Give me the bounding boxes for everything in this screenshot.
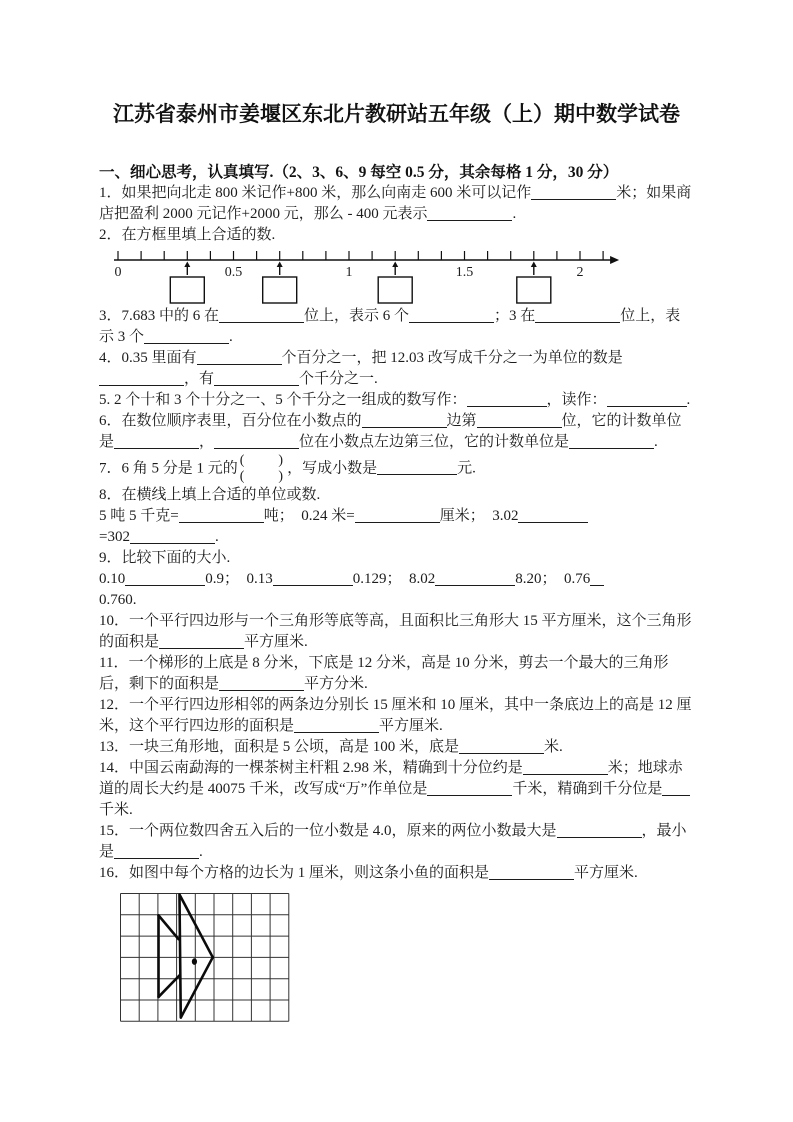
question-text: 千米. bbox=[99, 802, 133, 818]
axis-arrow-icon bbox=[610, 256, 619, 264]
numberline-figure bbox=[112, 248, 712, 306]
up-arrow-icon bbox=[184, 262, 190, 268]
blank-field bbox=[477, 413, 562, 428]
blank-field bbox=[409, 308, 494, 323]
numberline-label: 0 bbox=[114, 265, 122, 280]
blank-field bbox=[590, 571, 604, 586]
question-text: 边第 bbox=[446, 413, 477, 429]
question-text: . bbox=[512, 206, 517, 222]
question-text: 5. 2 个十和 3 个十分之一、5 个千分之一组成的数写作： bbox=[99, 392, 467, 408]
blank-field bbox=[489, 865, 574, 880]
blank-field bbox=[569, 434, 654, 449]
fraction-numerator: ( ) bbox=[239, 453, 286, 468]
question-text: 0.9； bbox=[205, 571, 247, 587]
question-q11 bbox=[99, 653, 694, 695]
fraction-denominator: ( ) bbox=[239, 469, 286, 484]
blank-field bbox=[114, 844, 199, 859]
question-text: ；3 在 bbox=[494, 308, 536, 324]
question-q4 bbox=[99, 348, 694, 390]
question-text: ，有 bbox=[184, 371, 215, 387]
question-q16 bbox=[99, 863, 694, 1022]
question-text: 个百分之一，把 12.03 改写成千分之一为单位的数是 bbox=[281, 350, 623, 366]
question-q6 bbox=[99, 411, 694, 453]
blank-field bbox=[518, 508, 588, 523]
question-text: 平方分米. bbox=[304, 676, 368, 692]
up-arrow-icon bbox=[531, 262, 537, 268]
question-text: ，读作： bbox=[546, 392, 607, 408]
blank-field bbox=[130, 529, 215, 544]
up-arrow-icon bbox=[277, 262, 283, 268]
fish-eye bbox=[192, 958, 197, 965]
answer-box bbox=[517, 277, 551, 303]
answer-box bbox=[378, 277, 412, 303]
question-text: . bbox=[214, 529, 219, 545]
question-q12 bbox=[99, 695, 694, 737]
blank-field bbox=[557, 823, 642, 838]
question-q5 bbox=[99, 390, 694, 411]
question-text: 平方厘米. bbox=[574, 865, 638, 881]
question-text: . bbox=[229, 329, 233, 345]
blank-field bbox=[535, 308, 620, 323]
question-text: 0.76 bbox=[564, 571, 591, 587]
page-title: 江苏省泰州市姜堰区东北片教研站五年级（上）期中数学试卷 bbox=[113, 102, 680, 126]
blank-field bbox=[114, 434, 199, 449]
answer-box bbox=[263, 277, 297, 303]
question-text: 0.13 bbox=[246, 571, 273, 587]
question-text: 位上，表示 6 个 bbox=[304, 308, 410, 324]
blank-field bbox=[294, 718, 379, 733]
blank-field bbox=[144, 329, 229, 344]
blank-field bbox=[197, 350, 282, 365]
blank-field bbox=[662, 781, 690, 796]
blank-field bbox=[362, 413, 447, 428]
question-text: 个千分之一. bbox=[299, 371, 378, 387]
question-text: 8.02 bbox=[409, 571, 436, 587]
question-text: 0.10 bbox=[99, 571, 126, 587]
question-text: . bbox=[686, 392, 691, 408]
questions-container bbox=[99, 183, 694, 1022]
blank-field bbox=[427, 781, 512, 796]
question-text: 位，它的计数单位是 bbox=[99, 413, 682, 450]
question-text: 0.129； bbox=[352, 571, 410, 587]
question-q7 bbox=[99, 453, 694, 485]
fraction-blank bbox=[238, 453, 287, 485]
numberline-label: 0.5 bbox=[224, 265, 243, 280]
question-text: 厘米； bbox=[439, 508, 493, 524]
blank-field bbox=[377, 460, 457, 475]
section-heading: 一、细心思考，认真填写.（2、3、6、9 每空 0.5 分，其余每格 1 分，30 分） bbox=[99, 164, 619, 181]
question-text: 米；地球赤道的周长大约是 40075 千米，改写成“万”作单位是 bbox=[99, 760, 683, 797]
question-q2 bbox=[99, 225, 694, 306]
question-text: 3.02 bbox=[492, 508, 519, 524]
blank-field bbox=[355, 508, 440, 523]
question-q10 bbox=[99, 611, 694, 653]
question-text: 5 吨 5 千克= bbox=[99, 508, 179, 524]
question-text: 位在小数点左边第三位，它的计数单位是 bbox=[299, 434, 570, 450]
question-text: 8．在横线上填上合适的单位或数. bbox=[99, 487, 321, 503]
question-text: 平方厘米. bbox=[379, 718, 443, 734]
blank-field bbox=[607, 392, 687, 407]
question-text: 14．中国云南勐海的一棵茶树主杆粗 2.98 米，精确到十分位约是 bbox=[99, 760, 523, 776]
question-q8 bbox=[99, 485, 694, 548]
question-text: 位上，表示 3 个 bbox=[99, 308, 681, 345]
question-q9 bbox=[99, 548, 694, 611]
question-text: . bbox=[199, 844, 203, 860]
question-q13 bbox=[99, 737, 694, 758]
question-text: . bbox=[654, 434, 658, 450]
question-text: 米；如果商店把盈利 2000 元记作+2000 元，那么 - 400 元表示 bbox=[99, 185, 692, 222]
question-text: ，最小是 bbox=[99, 823, 687, 860]
blank-field bbox=[273, 571, 353, 586]
question-text: 9．比较下面的大小. bbox=[99, 550, 231, 566]
up-arrow-icon bbox=[392, 262, 398, 268]
question-text: =302 bbox=[99, 529, 130, 545]
fish-grid-figure bbox=[120, 893, 290, 1022]
question-text: 7．6 角 5 分是 1 元的 bbox=[99, 460, 238, 477]
question-text: 元. bbox=[457, 460, 476, 477]
blank-field bbox=[214, 371, 299, 386]
question-text: 8.20； bbox=[515, 571, 565, 587]
question-text: 4．0.35 里面有 bbox=[99, 350, 197, 366]
question-text: 6．在数位顺序表里，百分位在小数点的 bbox=[99, 413, 362, 429]
numberline-label: 1.5 bbox=[455, 265, 474, 280]
question-text: ，写成小数是 bbox=[287, 460, 378, 477]
question-text: 16．如图中每个方格的边长为 1 厘米，则这条小鱼的面积是 bbox=[99, 865, 490, 881]
blank-field bbox=[219, 676, 304, 691]
question-text: 米. bbox=[544, 739, 563, 755]
question-text: 千米，精确到千分位是 bbox=[512, 781, 663, 797]
question-text: 13．一块三角形地，面积是 5 公顷，高是 100 米，底是 bbox=[99, 739, 460, 755]
answer-box bbox=[170, 277, 204, 303]
blank-field bbox=[531, 185, 616, 200]
question-text: 11．一个梯形的上底是 8 分米，下底是 12 分米，高是 10 分米，剪去一个最大的三角形后，剩下的面积是 bbox=[99, 655, 669, 692]
blank-field bbox=[427, 206, 512, 221]
blank-field bbox=[125, 571, 205, 586]
blank-field bbox=[219, 308, 304, 323]
blank-field bbox=[214, 434, 299, 449]
question-text: 12．一个平行四边形相邻的两条边分别长 15 厘米和 10 厘米，其中一条底边上的高是 12 厘米，这个平行四边形的面积是 bbox=[99, 697, 692, 734]
question-text: 0.24 米= bbox=[301, 508, 355, 524]
numberline-label: 2 bbox=[576, 265, 584, 280]
numberline-label: 1 bbox=[345, 265, 353, 280]
question-text: 10．一个平行四边形与一个三角形等底等高，且面积比三角形大 15 平方厘米，这个三角形的面积是 bbox=[99, 613, 692, 650]
question-text: 1．如果把向北走 800 米记作+800 米，那么向南走 600 米可以记作 bbox=[99, 185, 532, 201]
blank-field bbox=[467, 392, 547, 407]
blank-field bbox=[179, 508, 264, 523]
blank-field bbox=[523, 760, 608, 775]
question-q14 bbox=[99, 758, 694, 821]
question-text: 吨； bbox=[263, 508, 302, 524]
question-text: 0.760. bbox=[99, 592, 137, 608]
question-text: 2．在方框里填上合适的数. bbox=[99, 227, 276, 243]
fish-body bbox=[179, 894, 212, 1017]
question-text: 15．一个两位数四舍五入后的一位小数是 4.0，原来的两位小数最大是 bbox=[99, 823, 557, 839]
question-text: 平方厘米. bbox=[244, 634, 308, 650]
blank-field bbox=[435, 571, 515, 586]
question-q15 bbox=[99, 821, 694, 863]
question-text: ， bbox=[199, 434, 215, 450]
blank-field bbox=[99, 371, 184, 386]
question-text: 3．7.683 中的 6 在 bbox=[99, 308, 220, 324]
blank-field bbox=[459, 739, 544, 754]
question-q3 bbox=[99, 306, 694, 348]
question-q1 bbox=[99, 183, 694, 225]
blank-field bbox=[159, 634, 244, 649]
